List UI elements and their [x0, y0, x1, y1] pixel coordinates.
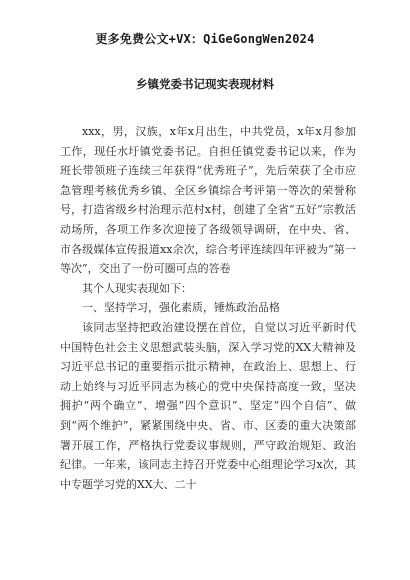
document-body: [60, 122, 356, 494]
watermark-header: 更多免费公文+VX：QiGeGongWen2024: [95, 32, 315, 46]
document-title: 乡镇党委书记现实表现材料: [136, 77, 274, 91]
section-paragraph: 该同志坚持把政治建设摆在首位，自觉以习近平新时代中国特色社会主义思想武装头脑，深入学习党的XX大精神及习近平总书记的重要指示批示精神，在政治上、思想上、行动上始终与习近平同志为核心的党中央保持高度一致，坚决拥护“两个确立”、增强“四个意识”、坚定“四个自信”、做到“两个维护”，紧紧围绕中央、省、市、区委的重大决策部署开展工作，严格执行党委议事规则，严守政治规矩、政治纪律。一年来，该同志主持召开党委中心组理论学习x次，其中专题学习党的XX大、二十: [60, 320, 356, 491]
intro-paragraph: xxx，男，汉族，x年x月出生，中共党员，x年x月参加工作，现任水圩镇党委书记。自担任镇党委书记以来，作为班长带领班子连续三年获得“优秀班子”，先后荣获了全市应急管理考核优秀乡镇、全区乡镇综合考评第一等次的荣誉称号，打造省级乡村治理示范村x村，创建了全省“五好”宗教活动场所，各项工作多次迎接了各级领导调研，在中央、省、市各级媒体宣传报道xx余次，综合考评连续四年评被为“第一等次”，交出了一份可圈可点的答卷: [60, 125, 356, 276]
section-heading: 一、坚持学习，强化素质，锤炼政治品格: [82, 301, 280, 315]
lead-in-paragraph: 其个人现实表现如下：: [82, 281, 192, 295]
